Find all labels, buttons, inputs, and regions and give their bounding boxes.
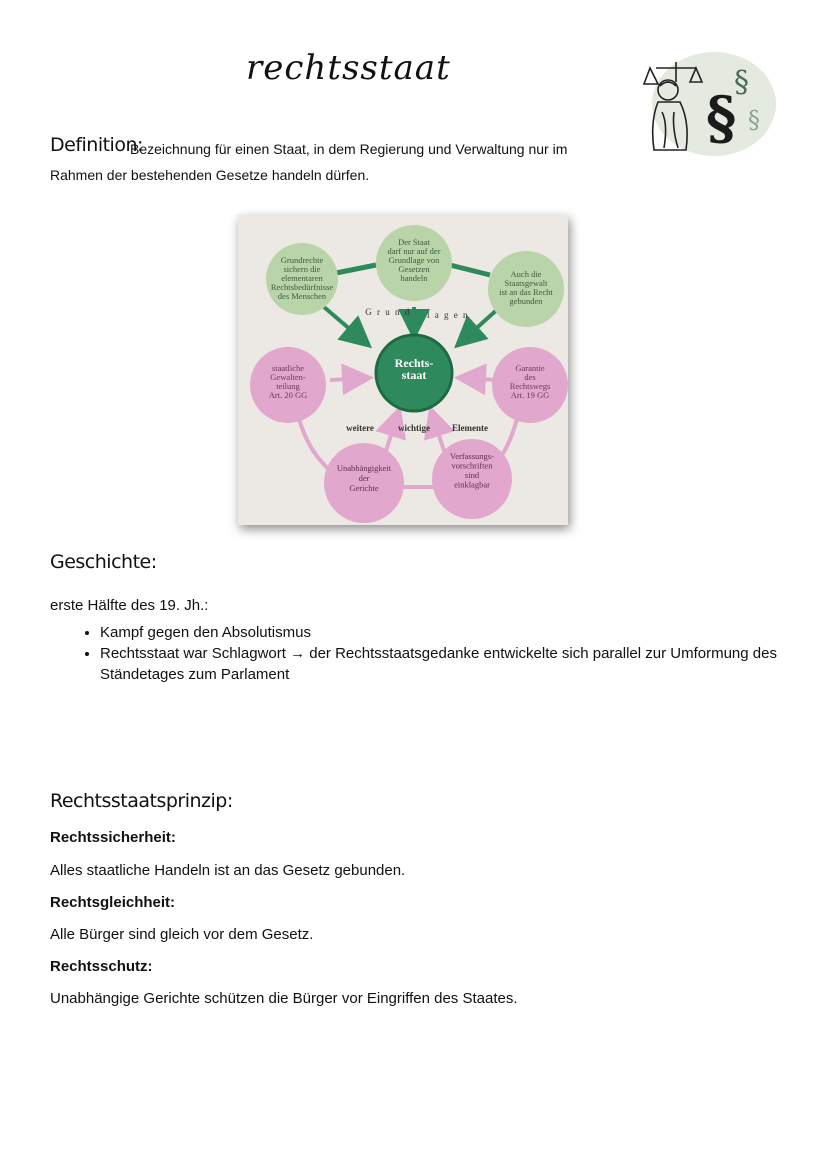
list-item: • Rechtsstaat war Schlagwort → der Rechtsstaatsgedanke entwickelte sich parallel zur Umformung des Ständetages zum Parlament <box>100 643 800 685</box>
node-gewaltenteilung: staatliche Gewalten-teilung Art. 20 GG <box>268 363 308 400</box>
elemente-label-2: wichtige <box>398 423 430 433</box>
history-list <box>74 622 800 685</box>
elemente-label-1: weitere <box>346 423 374 433</box>
node-rechtsweg: Garantie des Rechtswegs Art. 19 GG <box>509 363 551 400</box>
grundlagen-label-2: l a g e n <box>427 310 469 320</box>
node-rechtsstaat: Rechts-staat <box>394 356 434 382</box>
rechtsstaat-diagram <box>238 215 568 525</box>
paragraph-sign-small: § <box>734 65 749 100</box>
justice-logo <box>636 52 776 158</box>
principle-heading-rechtssicherheit: Rechtssicherheit: <box>50 829 176 846</box>
node-staat-gesetze: Der Staat darf nur auf der Grundlage von Gesetzen handeln <box>387 237 441 283</box>
page-title: rechtsstaat <box>246 48 451 88</box>
principle-heading-rechtsgleichheit: Rechtsgleichheit: <box>50 894 176 911</box>
definition-text-line1: Bezeichnung für einen Staat, in dem Regierung und Verwaltung nur im <box>130 141 568 157</box>
paragraph-sign-faint: § <box>748 106 760 134</box>
grundlagen-label-1: G r u n d <box>365 307 411 317</box>
definition-label: Definition: <box>50 134 143 156</box>
principle-heading-rechtsschutz: Rechtsschutz: <box>50 958 153 975</box>
history-intro: erste Hälfte des 19. Jh.: <box>50 597 209 614</box>
principle-text-rechtsgleichheit: Alle Bürger sind gleich vor dem Gesetz. <box>50 926 314 943</box>
node-staatsgewalt: Auch die Staatsgewalt ist an das Recht gebunden <box>499 269 553 306</box>
node-gerichte: Unabhängigkeit der Gerichte <box>336 463 392 493</box>
node-verfassung: Verfassungs-vorschriften sind einklagbar <box>450 451 494 490</box>
history-label: Geschichte: <box>50 551 157 573</box>
paragraph-sign-large: § <box>706 84 737 152</box>
principle-text-rechtssicherheit: Alles staatliche Handeln ist an das Gesetz gebunden. <box>50 862 406 879</box>
definition-text-line2: Rahmen der bestehenden Gesetze handeln dürfen. <box>50 167 370 183</box>
principle-text-rechtsschutz: Unabhängige Gerichte schützen die Bürger vor Eingriffen des Staates. <box>50 990 518 1007</box>
principle-label: Rechtsstaatsprinzip: <box>50 790 233 812</box>
elemente-label-3: Elemente <box>452 423 488 433</box>
node-grundrechte: Grundrechte sichern die elementaren Rechtsbedürfnisse des Menschen <box>270 255 334 301</box>
list-item: • Kampf gegen den Absolutismus <box>100 622 800 643</box>
